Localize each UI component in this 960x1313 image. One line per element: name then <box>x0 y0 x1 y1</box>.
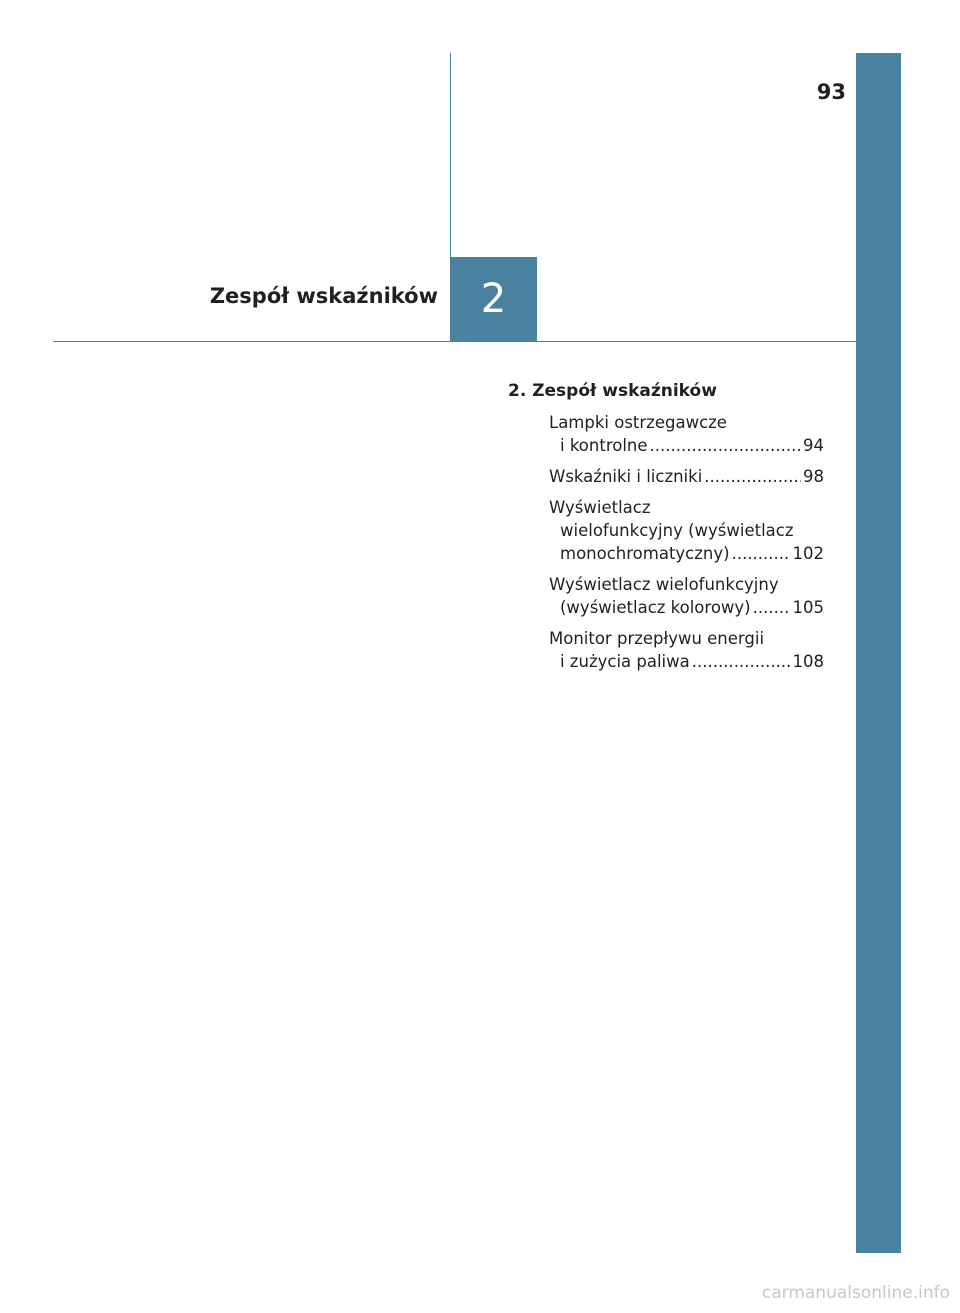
toc-entry-line: monochromatyczny) <box>560 544 730 563</box>
chapter-side-bar <box>856 53 901 1253</box>
toc-entry-page: 98 <box>803 467 824 486</box>
toc-entry[interactable] <box>549 465 824 488</box>
toc-entry-page: 94 <box>803 436 824 455</box>
dot-leader <box>753 596 791 619</box>
dot-leader <box>704 465 801 488</box>
toc-entry-line: Wyświetlacz <box>549 498 651 517</box>
header-vertical-rule <box>450 53 451 258</box>
toc-entry-page: 102 <box>792 544 824 563</box>
toc-entry-line: i kontrolne <box>560 436 648 455</box>
table-of-contents <box>508 380 824 681</box>
toc-section-title: 2. Zespół wskaźników <box>508 381 717 401</box>
toc-entry-page: 105 <box>792 598 824 617</box>
toc-entry-line: i zużycia paliwa <box>560 652 690 671</box>
toc-entry[interactable] <box>549 411 824 457</box>
chapter-number-box <box>450 257 537 342</box>
chapter-title: Zespół wskaźników <box>209 284 438 308</box>
dot-leader <box>692 650 791 673</box>
toc-entry[interactable] <box>549 627 824 673</box>
toc-entry[interactable] <box>549 496 824 565</box>
toc-entry-line: Lampki ostrzegawcze <box>549 413 727 432</box>
dot-leader <box>732 542 791 565</box>
watermark: carmanualsonline.info <box>761 1283 950 1303</box>
page-number: 93 <box>816 80 846 104</box>
toc-entry-line: wielofunkcyjny (wyświetlacz <box>560 521 794 540</box>
toc-entry-line: Monitor przepływu energii <box>549 629 765 648</box>
dot-leader <box>650 434 801 457</box>
chapter-number: 2 <box>480 276 507 322</box>
toc-entry-line: Wyświetlacz wielofunkcyjny <box>549 575 779 594</box>
toc-entry-line: (wyświetlacz kolorowy) <box>560 598 751 617</box>
toc-entry-line: Wskaźniki i liczniki <box>549 467 703 486</box>
toc-entry-page: 108 <box>792 652 824 671</box>
toc-entry[interactable] <box>549 573 824 619</box>
